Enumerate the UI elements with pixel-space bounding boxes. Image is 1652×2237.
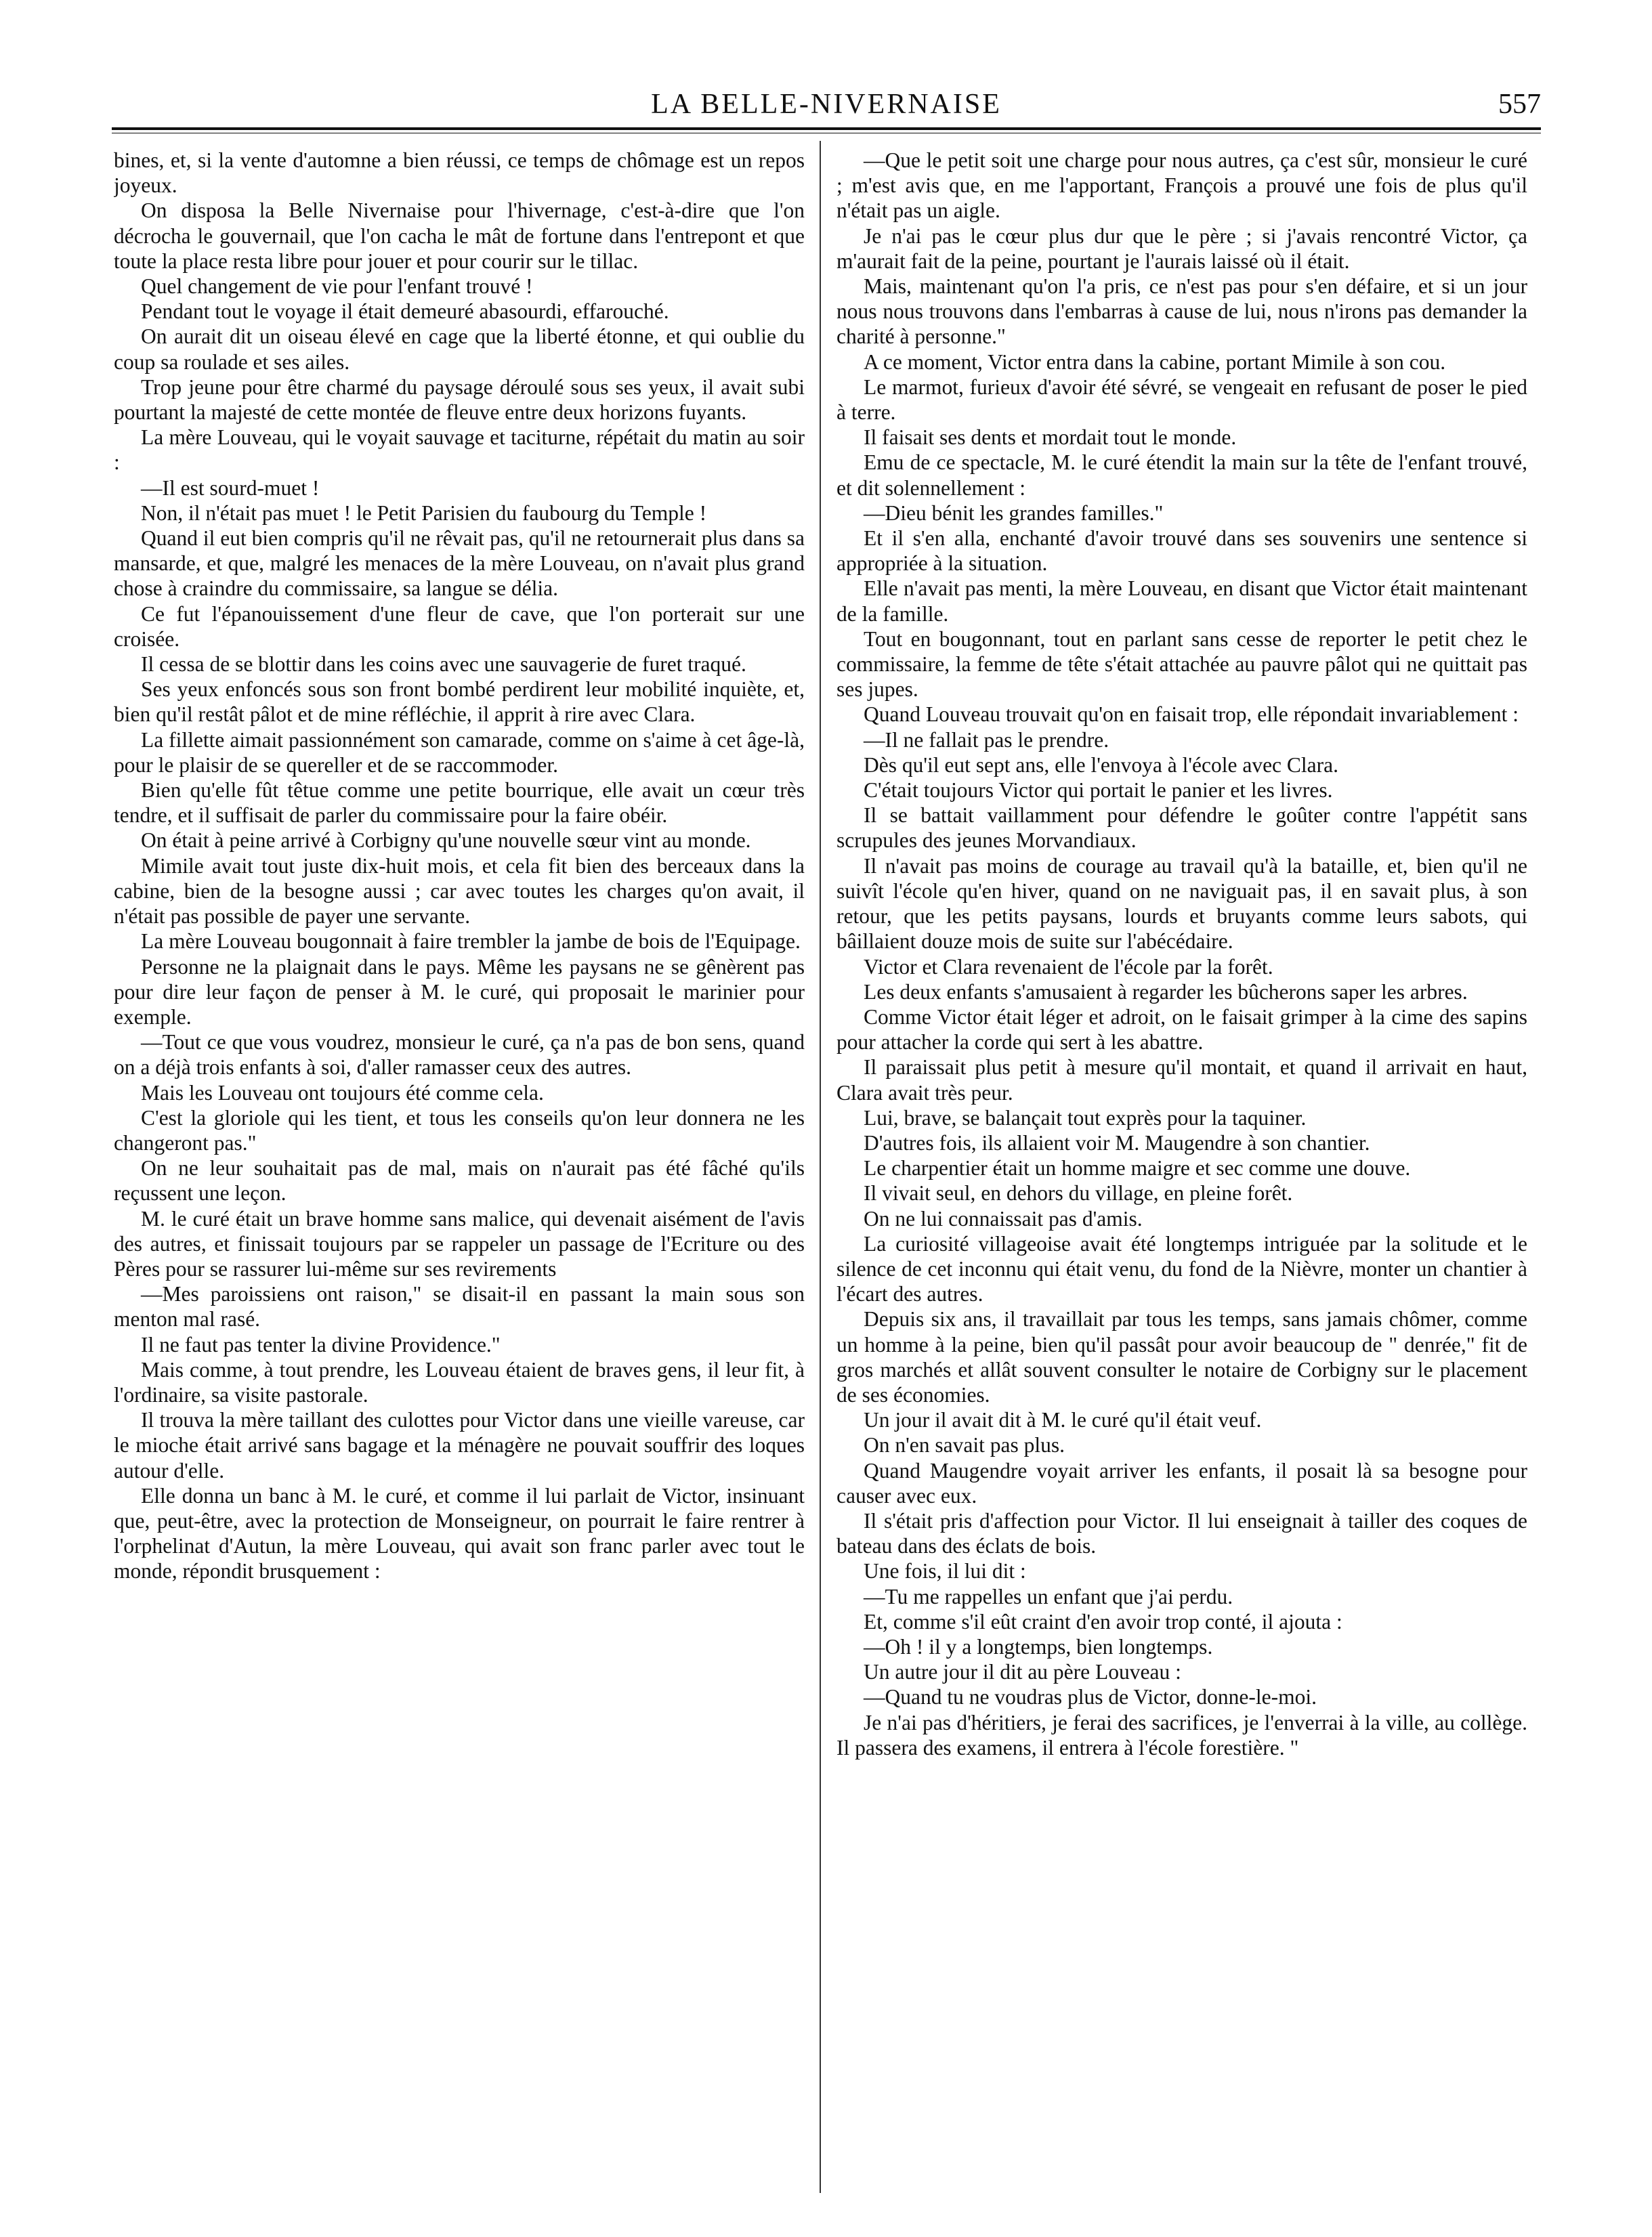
paragraph: Trop jeune pour être charmé du paysage déroulé sous ses yeux, il avait subi pourtant la majesté de cette montée de fleuve entre deux horizons fuyants.: [114, 375, 805, 425]
paragraph: Lui, brave, se balançait tout exprès pour la taquiner.: [864, 1105, 1307, 1130]
paragraph: On ne leur souhaitait pas de mal, mais on n'aurait pas été fâché qu'ils reçussent une leçon.: [114, 1156, 805, 1206]
paragraph: Depuis six ans, il travaillait par tous les temps, sans jamais chômer, comme un homme à la peine, bien qu'il passât pour avoir beaucoup de " denrée," fit de gros marchés et allât souvent consulter le notaire de Corbigny sur le placement de ses économies.: [836, 1307, 1527, 1407]
paragraph: Mais comme, à tout prendre, les Louveau étaient de braves gens, il leur fit, à l'ordinaire, sa visite pastorale.: [114, 1357, 805, 1407]
paragraph: Ce fut l'épanouissement d'une fleur de cave, que l'on porterait sur une croisée.: [114, 601, 805, 651]
paragraph: On aurait dit un oiseau élevé en cage que la liberté étonne, et qui oublie du coup sa roulade et ses ailes.: [114, 324, 805, 374]
paragraph: —Que le petit soit une charge pour nous autres, ça c'est sûr, monsieur le curé ; m'est avis que, en me l'apportant, François a prouvé une fois de plus qu'il n'était pas un aigle.: [836, 148, 1527, 223]
paragraph: Quel changement de vie pour l'enfant trouvé !: [141, 274, 533, 299]
paragraph: Je n'ai pas le cœur plus dur que le père ; si j'avais rencontré Victor, ça m'aurait fait de la peine, pourtant je l'aurais laissé où il était.: [836, 223, 1527, 273]
paragraph: —Quand tu ne voudras plus de Victor, donne-le-moi.: [864, 1685, 1317, 1709]
paragraph: Mimile avait tout juste dix-huit mois, et cela fit bien des berceaux dans la cabine, bien de la besogne aussi ; car avec toutes les charges qu'on avait, il n'était pas possible de payer une servante.: [114, 853, 805, 929]
paragraph: Mais, maintenant qu'on l'a pris, ce n'est pas pour s'en défaire, et si un jour nous nous trouvons dans l'embarras à cause de lui, nous n'irons pas demander la charité à personne.": [836, 274, 1527, 349]
paragraph: C'est la gloriole qui les tient, et tous les conseils qu'on leur donnera ne les changeront pas.": [114, 1105, 805, 1155]
paragraph: Comme Victor était léger et adroit, on le faisait grimper à la cime des sapins pour attacher la corde qui sert à les abattre.: [836, 1004, 1527, 1054]
paragraph: Ses yeux enfoncés sous son front bombé perdirent leur mobilité inquiète, et, bien qu'il restât pâlot et de mine réfléchie, il apprit à rire avec Clara.: [114, 677, 805, 727]
paragraph: —Il ne fallait pas le prendre.: [864, 727, 1109, 752]
paragraph: Il s'était pris d'affection pour Victor. Il lui enseignait à tailler des coques de bateau dans des éclats de bois.: [836, 1508, 1527, 1558]
paragraph: Elle n'avait pas menti, la mère Louveau, en disant que Victor était maintenant de la famille.: [836, 576, 1527, 626]
paragraph: Un autre jour il dit au père Louveau :: [864, 1660, 1181, 1684]
paragraph: Non, il n'était pas muet ! le Petit Parisien du faubourg du Temple !: [141, 500, 707, 525]
paragraph: Dès qu'il eut sept ans, elle l'envoya à l'école avec Clara.: [864, 752, 1338, 777]
paragraph: Il paraissait plus petit à mesure qu'il montait, et quand il arrivait en haut, Clara avait très peur.: [836, 1055, 1527, 1105]
paragraph: On n'en savait pas plus.: [864, 1433, 1065, 1457]
paragraph: bines, et, si la vente d'automne a bien réussi, ce temps de chômage est un repos joyeux.: [114, 148, 805, 198]
paragraph: Il cessa de se blottir dans les coins avec une sauvagerie de furet traqué.: [141, 652, 746, 677]
paragraph: A ce moment, Victor entra dans la cabine, portant Mimile à son cou.: [864, 349, 1446, 374]
paragraph: Personne ne la plaignait dans le pays. Même les paysans ne se gênèrent pas pour dire leur façon de penser à M. le curé, qui proposait le marinier pour exemple.: [114, 954, 805, 1029]
paragraph: Quand Maugendre voyait arriver les enfants, il posait là sa besogne pour causer avec eux.: [836, 1458, 1527, 1508]
paragraph: La fillette aimait passionnément son camarade, comme on s'aime à cet âge-là, pour le plaisir de se quereller et de se raccommoder.: [114, 727, 805, 777]
paragraph: Et, comme s'il eût craint d'en avoir trop conté, il ajouta :: [864, 1609, 1342, 1634]
paragraph: Quand il eut bien compris qu'il ne rêvait pas, qu'il ne retournerait plus dans sa mansarde, et que, malgré les menaces de la mère Louveau, on n'avait plus grand chose à craindre du commissaire, sa langue se délia.: [114, 526, 805, 601]
paragraph: On disposa la Belle Nivernaise pour l'hivernage, c'est-à-dire que l'on décrocha le gouvernail, que l'on cacha le mât de fortune dans l'entrepont et que toute la place resta libre pour jouer et pour courir sur le tillac.: [114, 198, 805, 273]
paragraph: Emu de ce spectacle, M. le curé étendit la main sur la tête de l'enfant trouvé, et dit solennellement :: [836, 450, 1527, 500]
paragraph: La mère Louveau bougonnait à faire trembler la jambe de bois de l'Equipage.: [141, 929, 801, 954]
paragraph: Il vivait seul, en dehors du village, en pleine forêt.: [864, 1181, 1293, 1206]
right-column: [836, 148, 1527, 2193]
paragraph: Il trouva la mère taillant des culottes pour Victor dans une vieille vareuse, car le mioche était arrivé sans bagage et la ménagère ne pouvait souffrir des loques autour d'elle.: [114, 1408, 805, 1483]
paragraph: —Mes paroissiens ont raison," se disait-il en passant la main sous son menton mal rasé.: [114, 1282, 805, 1331]
column-divider: [820, 141, 821, 2193]
header-rule: [112, 127, 1541, 130]
paragraph: Quand Louveau trouvait qu'on en faisait trop, elle répondait invariablement :: [864, 702, 1519, 727]
paragraph: Il ne faut pas tenter la divine Providence.": [141, 1332, 501, 1357]
paragraph: La curiosité villageoise avait été longtemps intriguée par la solitude et le silence de cet inconnu qui était venu, du fond de la Nièvre, monter un chantier à l'écart des autres.: [836, 1231, 1527, 1306]
paragraph: Il se battait vaillamment pour défendre le goûter contre l'appétit sans scrupules des jeunes Morvandiaux.: [836, 803, 1527, 853]
paragraph: Pendant tout le voyage il était demeuré abasourdi, effarouché.: [141, 299, 669, 324]
paragraph: Il faisait ses dents et mordait tout le monde.: [864, 425, 1237, 450]
paragraph: —Oh ! il y a longtemps, bien longtemps.: [864, 1634, 1213, 1659]
paragraph: Un jour il avait dit à M. le curé qu'il était veuf.: [864, 1408, 1262, 1432]
paragraph: On ne lui connaissait pas d'amis.: [864, 1206, 1143, 1231]
paragraph: Mais les Louveau ont toujours été comme cela.: [141, 1080, 544, 1105]
paragraph: On était à peine arrivé à Corbigny qu'une nouvelle sœur vint au monde.: [141, 828, 751, 853]
paragraph: Tout en bougonnant, tout en parlant sans cesse de reporter le petit chez le commissaire, la femme de tête s'était attachée au pauvre pâlot qui ne quittait pas ses jupes.: [836, 626, 1527, 702]
paragraph: Les deux enfants s'amusaient à regarder les bûcherons saper les arbres.: [864, 979, 1468, 1004]
paragraph: Une fois, il lui dit :: [864, 1559, 1026, 1583]
paragraph: M. le curé était un brave homme sans malice, qui devenait aisément de l'avis des autres, et finissait toujours par se rappeler un passage de l'Ecriture ou des Pères pour se rassurer lui-même sur ses revirements: [114, 1206, 805, 1281]
left-column: [114, 148, 805, 2193]
paragraph: —Dieu bénit les grandes familles.": [864, 500, 1164, 525]
paragraph: C'était toujours Victor qui portait le panier et les livres.: [864, 778, 1333, 803]
page-header: [112, 88, 1541, 135]
paragraph: Le charpentier était un homme maigre et sec comme une douve.: [864, 1156, 1411, 1180]
paragraph: —Tout ce que vous voudrez, monsieur le curé, ça n'a pas de bon sens, quand on a déjà trois enfants à soi, d'aller ramasser ceux des autres.: [114, 1030, 805, 1080]
running-title: LA BELLE-NIVERNAISE: [651, 89, 1002, 120]
paragraph: Le marmot, furieux d'avoir été sévré, se vengeait en refusant de poser le pied à terre.: [836, 375, 1527, 425]
paragraph: Il n'avait pas moins de courage au travail qu'à la bataille, et, bien qu'il ne suivît l'école qu'en hiver, quand on ne naviguait pas, il en savait plus, à son retour, que les petits paysans, lourds et bruyants comme leurs sabots, qui bâillaient douze mois de suite sur l'abécédaire.: [836, 853, 1527, 954]
page-number: 557: [1498, 89, 1541, 120]
paragraph: —Tu me rappelles un enfant que j'ai perdu.: [864, 1584, 1233, 1608]
paragraph: D'autres fois, ils allaient voir M. Maugendre à son chantier.: [864, 1130, 1370, 1155]
paragraph: Elle donna un banc à M. le curé, et comme il lui parlait de Victor, insinuant que, peut-être, avec la protection de Monseigneur, on pourrait le faire rentrer à l'orphelinat d'Autun, la mère Louveau, qui avait son franc parler avec tout le monde, répondit brusquement :: [114, 1483, 805, 1583]
paragraph: Victor et Clara revenaient de l'école par la forêt.: [864, 954, 1273, 979]
paragraph: Bien qu'elle fût têtue comme une petite bourrique, elle avait un cœur très tendre, et il suffisait de parler du commissaire pour la faire obéir.: [114, 778, 805, 828]
paragraph: Je n'ai pas d'héritiers, je ferai des sacrifices, je l'enverrai à la ville, au collège. Il passera des examens, il entrera à l'école forestière. ": [836, 1710, 1527, 1760]
paragraph: —Il est sourd-muet !: [141, 475, 320, 500]
paragraph: La mère Louveau, qui le voyait sauvage et taciturne, répétait du matin au soir :: [114, 425, 805, 475]
paragraph: Et il s'en alla, enchanté d'avoir trouvé dans ses souvenirs une sentence si appropriée à la situation.: [836, 526, 1527, 576]
